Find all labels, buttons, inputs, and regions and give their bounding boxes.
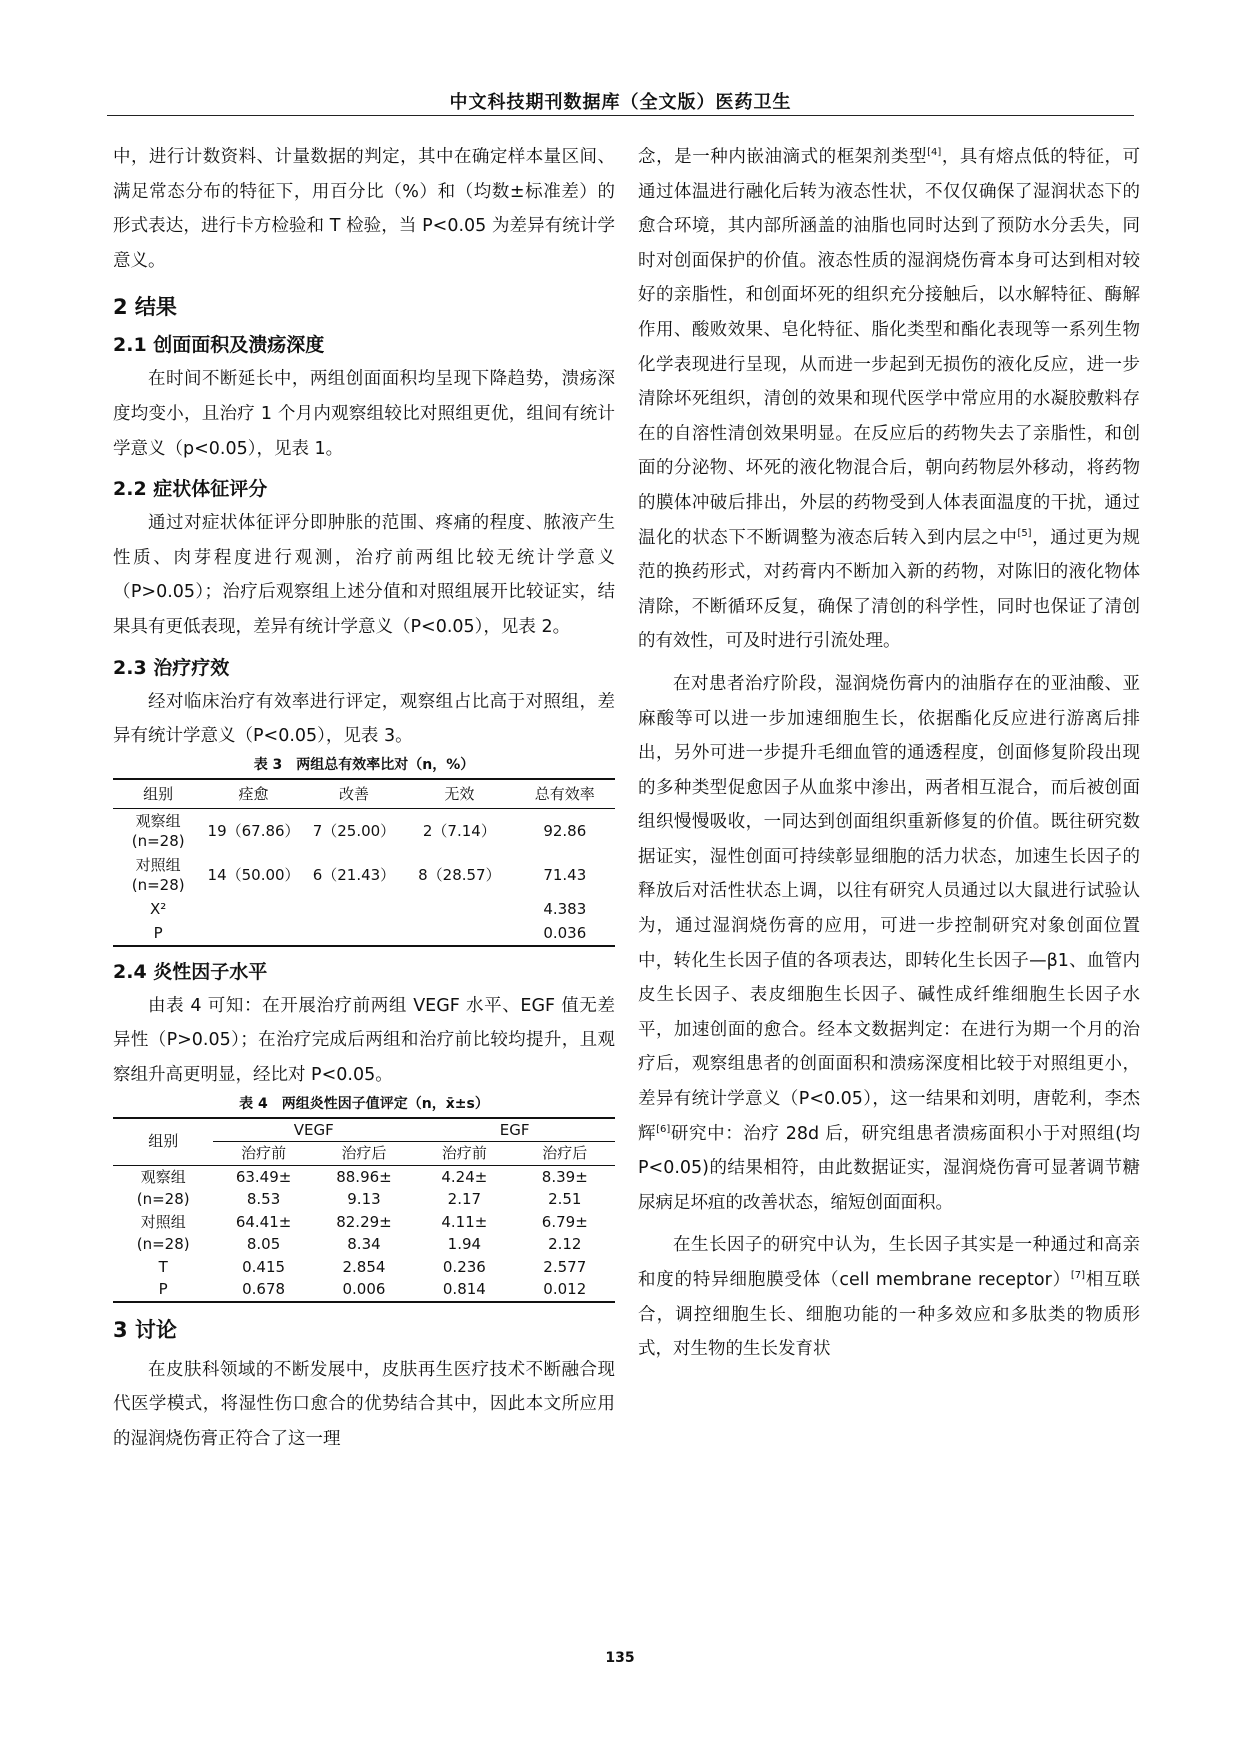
table-cell: X² [150, 899, 167, 918]
section-2-2-heading: 2.2 症状体征评分 [113, 478, 268, 501]
page-number: 135 [605, 1650, 635, 1666]
journal-header: 中文科技期刊数据库（全文版）医药卫生 [449, 92, 792, 113]
right-paragraph-3 [638, 1228, 1140, 1366]
table-cell [203, 921, 303, 946]
citation-5: [5] [1017, 527, 1032, 539]
left-column [113, 140, 615, 1456]
table-cell: 0.236 [442, 1257, 486, 1276]
section-2-1-paragraph: 在时间不断延长中，两组创面面积均呈现下降趋势，溃疡深度均变小，且治疗 1 个月内观察组较比对照组更优，组间有统计学意义（p<0.05），见表 1。 [113, 369, 615, 459]
table-cell: 2.854 [342, 1257, 386, 1276]
table-cell: 0.012 [515, 1278, 615, 1302]
table-cell: 14（50.00） [207, 865, 300, 884]
citation-6: [6] [656, 1123, 671, 1135]
table-4-header-vegf-before: 治疗前 [213, 1142, 313, 1166]
table-cell: 88.96± [336, 1167, 392, 1186]
citation-4: [4] [927, 147, 942, 159]
intro-paragraph: 中，进行计数资料、计量数据的判定，其中在确定样本量区间、满足常态分布的特征下，用百分比（%）和（均数±标准差）的形式表达，进行卡方检验和 T 检验，当 P<0.05 为差异有统计学意义。 [113, 147, 615, 271]
table-cell: 0.415 [242, 1257, 286, 1276]
table-cell: T [158, 1257, 168, 1276]
text-span: 念，是一种内嵌油滴式的框架剂类型 [638, 147, 928, 167]
table-cell: (n=28) [136, 1235, 190, 1253]
section-2-4-heading: 2.4 炎性因子水平 [113, 960, 268, 983]
table-cell: 2.51 [548, 1190, 582, 1208]
table-cell: 8.34 [347, 1235, 381, 1253]
table-row [113, 1278, 615, 1302]
table-cell: 观察组(n=28) [131, 811, 185, 850]
section-2-3-heading: 2.3 治疗疗效 [113, 656, 230, 679]
table-cell: 0.036 [515, 921, 615, 946]
table-3-header-total: 总有效率 [515, 779, 615, 809]
table-4-header-egf-before: 治疗前 [414, 1142, 514, 1166]
table-cell: (n=28) [136, 1190, 190, 1208]
section-2-2-paragraph: 通过对症状体征评分即肿胀的范围、疼痛的程度、脓液产生性质、肉芽程度进行观测，治疗前两组比较无统计学意义（P>0.05）；治疗后观察组上述分值和对照组展开比较证实，结果具有更低表现，差异有统计学意义（P<0.05），见表 2。 [113, 513, 615, 637]
table-cell: 9.13 [347, 1190, 381, 1208]
table-cell: 82.29± [336, 1212, 392, 1231]
table-cell [404, 897, 514, 921]
table-cell: 2.17 [447, 1190, 482, 1208]
table-cell: 8.05 [246, 1235, 281, 1253]
table-cell: 2（7.14） [422, 821, 496, 840]
table-row [113, 921, 615, 946]
table-cell: P [113, 1278, 213, 1302]
table-cell: 8.39± [541, 1167, 588, 1186]
table-cell: 92.86 [543, 821, 587, 840]
table-row [113, 897, 615, 921]
table-4-header-vegf-after: 治疗后 [314, 1142, 414, 1166]
text-span: ，具有熔点低的特征，可通过体温进行融化后转为液态性状，不仅仅确保了湿润状态下的愈合环境，其内部所涵盖的油脂也同时达到了预防水分丢失，同时对创面保护的价值。液态性质的湿润烧伤膏本身可达到相对较好的亲脂性，和创面坏死的组织充分接触后，以水解特征、酶解作用、酸败效果、皂化特征、脂化类型和酯化表现等一系列生物化学表现进行呈现，从而进一步起到无损伤的液化反应，进一步清除坏死组织，清创的效果和现代医学中常应用的水凝胶敷料存在的自溶性清创效果明显。在反应后的药物失去了亲脂性，和创面的分泌物、坏死的液化物混合后，朝向药物层外移动，将药物的膜体冲破后排出，外层的药物受到人体表面温度的干扰，通过温化的状态下不断调整为液态后转入到内层之中 [638, 147, 1141, 548]
table-row [113, 1233, 615, 1256]
table-3-caption: 表 3 两组总有效率比对（n，%） [253, 756, 475, 773]
table-cell: 4.11± [441, 1212, 488, 1231]
table-cell: 观察组 [140, 1167, 186, 1186]
text-span: 在对患者治疗阶段，湿润烧伤膏内的油脂存在的亚油酸、亚麻酸等可以进一步加速细胞生长，依据酯化反应进行游离后排出，另外可进一步提升毛细血管的通透程度，创面修复阶段出现的多种类型促愈因子从血浆中渗出，两者相互混合，而后被创面组织慢慢吸收，一同达到创面组织重新修复的价值。既往研究数据证实，湿性创面可持续彰显细胞的活力状态，加速生长因子的释放后对活性状态上调，以往有研究人员通过以大鼠进行试验认为，通过湿润烧伤膏的应用，可进一步控制研究对象创面位置中，转化生长因子值的各项表达，即转化生长因子—β1、血管内皮生长因子、表皮细胞生长因子、碱性成纤维细胞生长因子水平，加速创面的愈合。经本文数据判定：在进行为期一个月的治疗后，观察组患者的创面面积和溃疡深度相比较于对照组更小，差异有统计学意义（P<0.05），这一结果和刘明，唐乾利，李杰辉 [638, 673, 1140, 1144]
table-row [113, 808, 615, 853]
results-heading: 2 结果 [113, 295, 177, 320]
right-paragraph-1 [638, 140, 1140, 659]
table-4-header-egf: EGF [414, 1118, 615, 1142]
table-cell: 1.94 [447, 1235, 482, 1253]
table-cell [404, 921, 514, 946]
table-cell: 4.383 [543, 899, 587, 918]
right-paragraph-2 [638, 667, 1140, 1221]
table-cell: 71.43 [543, 865, 587, 884]
section-2-1-heading: 2.1 创面面积及溃疡深度 [113, 334, 325, 357]
table-4-header-group: 组别 [113, 1118, 213, 1166]
table-cell: 8.53 [246, 1190, 281, 1208]
table-3 [113, 778, 615, 947]
table-4-header-vegf: VEGF [213, 1118, 414, 1142]
table-cell [203, 897, 303, 921]
table-cell: P [113, 921, 203, 946]
table-cell: 7（25.00） [312, 821, 396, 840]
table-row [113, 1256, 615, 1279]
table-cell: 对照组(n=28) [131, 855, 185, 894]
table-cell: 2.12 [548, 1235, 582, 1253]
table-cell: 0.678 [213, 1278, 313, 1302]
text-span: ，通过更为规范的换药形式，对药膏内不断加入新的药物，对陈旧的液化物体清除，不断循环反复，确保了清创的科学性，同时也保证了清创的有效性，可及时进行引流处理。 [638, 527, 1140, 652]
text-span: 研究中：治疗 28d 后，研究组患者溃疡面积小于对照组(均 P<0.05)的结果相符，由此数据证实，湿润烧伤膏可显著调节糖尿病足坏疽的改善状态，缩短创面面积。 [638, 1123, 1141, 1213]
table-cell: 64.41± [235, 1212, 292, 1231]
table-cell [304, 897, 404, 921]
section-2-4-paragraph: 由表 4 可知：在开展治疗前两组 VEGF 水平、EGF 值无差异性（P>0.05）；在治疗完成后两组和治疗前比较均提升，且观察组升高更明显，经比对 P<0.05。 [113, 995, 615, 1085]
table-cell: 对照组 [140, 1212, 186, 1231]
table-row [113, 1165, 615, 1188]
table-3-header-ineffective: 无效 [404, 779, 514, 809]
table-row [113, 853, 615, 897]
table-cell: 63.49± [235, 1167, 292, 1186]
table-row [113, 1211, 615, 1234]
discussion-heading: 3 讨论 [113, 1317, 177, 1342]
table-cell: 8（28.57） [418, 865, 501, 884]
text-span: 在生长因子的研究中认为，生长因子其实是一种通过和高亲和度的特异细胞膜受体（cell membrane receptor） [638, 1235, 1140, 1290]
citation-7: [7] [1070, 1270, 1086, 1282]
table-cell: 6（21.43） [312, 865, 396, 884]
discussion-paragraph: 在皮肤科领域的不断发展中，皮肤再生医疗技术不断融合现代医学模式，将湿性伤口愈合的优势结合其中，因此本文所应用的湿润烧伤膏正符合了这一理 [113, 1359, 615, 1449]
right-column [638, 140, 1140, 1367]
table-4-caption: 表 4 两组炎性因子值评定（n，x̄±s） [239, 1095, 489, 1112]
table-row [113, 1188, 615, 1211]
table-4 [113, 1117, 615, 1303]
table-cell: 2.577 [543, 1257, 587, 1276]
table-3-header-cured: 痊愈 [203, 779, 303, 809]
table-cell [304, 921, 404, 946]
text-span: 相互联合，调控细胞生长、细胞功能的一种多效应和多肽类的物质形式，对生物的生长发育状 [638, 1270, 1140, 1360]
table-3-header-group: 组别 [113, 779, 203, 809]
table-3-header-improved: 改善 [304, 779, 404, 809]
table-4-header-egf-after: 治疗后 [515, 1142, 615, 1166]
section-2-3-paragraph: 经对临床治疗有效率进行评定，观察组占比高于对照组，差异有统计学意义（P<0.05），见表 3。 [113, 691, 615, 747]
table-cell: 6.79± [541, 1212, 588, 1231]
table-cell: 0.814 [414, 1278, 514, 1302]
table-cell: 0.006 [314, 1278, 414, 1302]
table-cell: 4.24± [441, 1167, 488, 1186]
header-rule [107, 115, 1134, 116]
table-cell: 19（67.86） [207, 821, 300, 840]
